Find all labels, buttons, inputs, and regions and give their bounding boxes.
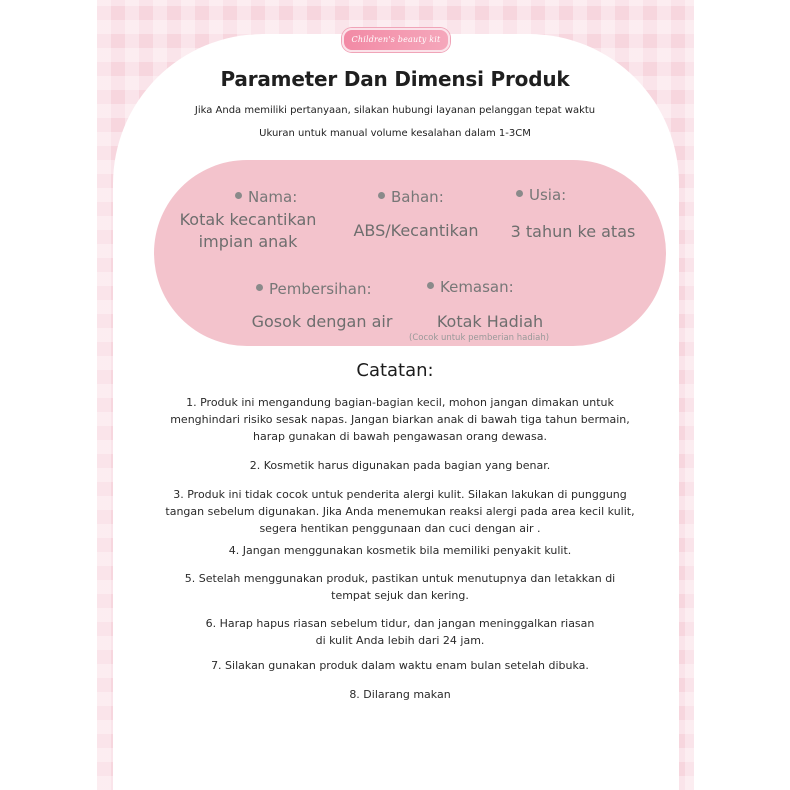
brand-badge: Children's beauty kit xyxy=(342,28,450,52)
note-item-2: 2. Kosmetik harus digunakan pada bagian yang benar. xyxy=(249,459,551,472)
spec-label-usia: Usia: xyxy=(516,186,566,204)
spec-label-kemasan: Kemasan: xyxy=(427,278,514,296)
note-item-3: 3. Produk ini tidak cocok untuk penderita alergi kulit. Silakan lakukan di punggung tangan sebelum digunakan. Jika Anda menemukan reaksi alergi pada area kecil kulit, segera hentikan penggunaan dan cuci dengan air . xyxy=(165,488,635,535)
spec-value-bahan: ABS/Kecantikan xyxy=(353,221,479,240)
spec-value-usia: 3 tahun ke atas xyxy=(510,222,636,241)
subtitle-size-note: Ukuran untuk manual volume kesalahan dalam 1-3CM xyxy=(259,128,531,139)
spec-value-nama-line2: impian anak xyxy=(198,232,298,251)
spec-note-kemasan: (Cocok untuk pemberian hadiah) xyxy=(409,333,550,343)
spec-value-nama-line1: Kotak kecantikan xyxy=(179,210,317,229)
spec-label-nama: Nama: xyxy=(235,188,297,206)
spec-value-pembersihan: Gosok dengan air xyxy=(251,312,393,331)
note-item-1: 1. Produk ini mengandung bagian-bagian kecil, mohon jangan dimakan untuk menghindari risiko sesak napas. Jangan biarkan anak di bawah tiga tahun bermain, harap gunakan di bawah pengawasan orang dewasa. xyxy=(170,396,630,443)
bullet-icon xyxy=(378,192,385,199)
note-item-6: 6. Harap hapus riasan sebelum tidur, dan jangan meninggalkan riasan di kulit Anda lebih dari 24 jam. xyxy=(205,617,595,647)
bullet-icon xyxy=(256,284,263,291)
note-item-7: 7. Silakan gunakan produk dalam waktu enam bulan setelah dibuka. xyxy=(211,659,589,672)
bullet-icon xyxy=(516,190,523,197)
bullet-icon xyxy=(427,282,434,289)
note-item-8: 8. Dilarang makan xyxy=(349,688,451,701)
bullet-icon xyxy=(235,192,242,199)
note-item-5: 5. Setelah menggunakan produk, pastikan untuk menutupnya dan letakkan di tempat sejuk dan kering. xyxy=(184,572,616,602)
spec-label-bahan: Bahan: xyxy=(378,188,444,206)
spec-label-pembersihan: Pembersihan: xyxy=(256,280,372,298)
page-title: Parameter Dan Dimensi Produk xyxy=(220,67,570,91)
subtitle-contact: Jika Anda memiliki pertanyaan, silakan hubungi layanan pelanggan tepat waktu xyxy=(194,105,596,116)
spec-value-kemasan: Kotak Hadiah xyxy=(436,312,544,331)
notes-title: Catatan: xyxy=(356,360,434,381)
note-item-4: 4. Jangan menggunakan kosmetik bila memiliki penyakit kulit. xyxy=(228,544,572,557)
